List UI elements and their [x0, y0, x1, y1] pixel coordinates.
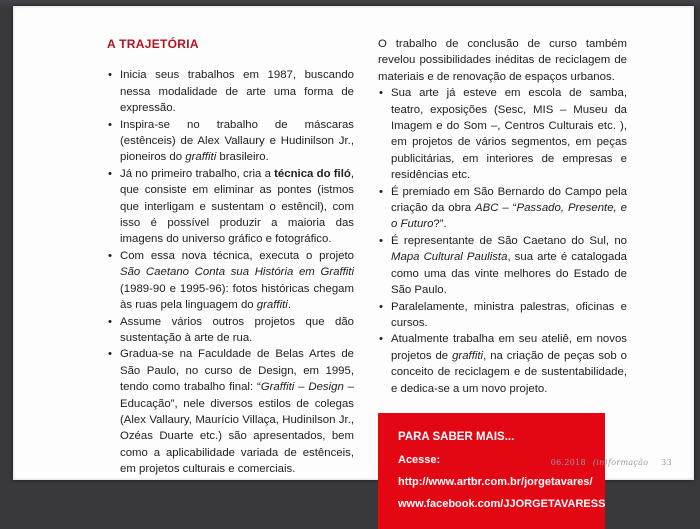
bullet-marker-icon: • [379, 185, 383, 198]
text-segment: graffiti [256, 299, 288, 312]
info-box-access-label: Acesse: [398, 454, 441, 467]
bullet-item [378, 331, 627, 397]
bullet-item [107, 117, 354, 166]
bullet-marker-icon: • [379, 300, 383, 313]
text-segment: – Educação”, nele diversos estilos de colegas (Alex Vallaury, Maurício Villaça, Hudinilson Jr., Ozéas Duarte etc.) são apresentados, bem como a aplicabilidade variada de estênceis, em projetos culturais e comerciais. [120, 381, 354, 476]
bullet-marker-icon: • [379, 87, 383, 100]
text-segment: Mapa Cultural Paulista [391, 251, 508, 264]
text-segment: técnica do filó [274, 167, 351, 180]
text-segment: ABC [475, 202, 499, 215]
page-footer [551, 458, 672, 467]
bullet-item [107, 67, 354, 116]
bullet-list-right [378, 85, 627, 397]
bullet-item [378, 299, 627, 332]
bullet-item [378, 233, 627, 299]
bullet-item [107, 314, 354, 347]
bullet-item [378, 85, 627, 183]
bullet-marker-icon: • [108, 118, 112, 131]
article-title: A TRAJETÓRIA [107, 37, 199, 51]
text-segment: Assume vários outros projetos que dão sustentação à arte de rua. [120, 315, 354, 344]
text-segment: É premiado em São Bernardo do Campo pela criação da obra [391, 185, 627, 215]
artbr-link[interactable]: http://www.artbr.com.br/jorgetavares/ [398, 476, 593, 489]
info-box [378, 413, 605, 529]
bullet-marker-icon: • [108, 69, 112, 82]
text-segment: Inicia seus trabalhos em 1987, buscando nessa modalidade de arte uma forma de expressão. [120, 69, 354, 115]
text-segment: graffiti [185, 151, 217, 164]
text-segment: Já no primeiro trabalho, cria a [120, 167, 275, 180]
bullet-marker-icon: • [379, 333, 383, 346]
text-segment: É representante de São Caetano do Sul, no [391, 234, 627, 247]
footer-page-number: 33 [661, 458, 672, 467]
right-column [378, 36, 627, 529]
text-segment: Atualmente trabalha em seu ateliê, em novos projetos de [391, 333, 627, 362]
text-segment: São Caetano Conta sua História em Graffiti [120, 266, 354, 279]
bullet-marker-icon: • [108, 348, 112, 361]
bullet-marker-icon: • [108, 249, 112, 262]
text-segment: . [287, 299, 291, 312]
bullet-marker-icon: • [108, 315, 112, 328]
bullet-item [107, 346, 354, 477]
intro-paragraph [378, 36, 627, 85]
footer-issue-date: 06.2018 [550, 458, 586, 467]
bullet-item [378, 184, 627, 233]
text-segment: ?”. [433, 218, 447, 231]
left-column [107, 36, 354, 478]
document-page [13, 6, 694, 511]
text-segment: Graffiti – Design [260, 381, 344, 394]
text-segment: brasileiro. [216, 151, 269, 164]
text-segment: , na criação de peças sob o conceito de reciclagem e de sustentabilidade, e dedica-se a um novo projeto. [391, 349, 627, 395]
info-box-heading: PARA SABER MAIS... [398, 430, 515, 443]
text-segment: Passado, Presente, e o Futuro [391, 202, 627, 231]
text-segment: , sua arte é catalogada como uma das vinte melhores do Estado de São Paulo. [391, 251, 627, 297]
text-segment: Com essa nova técnica, executa o projeto [120, 249, 354, 262]
bullet-list-left [107, 67, 354, 477]
text-segment: Gradua-se na Faculdade de Belas Artes de São Paulo, no curso de Design, em 1995, tendo como trabalho final: “ [120, 348, 354, 394]
text-segment: Inspira-se no trabalho de máscaras (estênceis) de Alex Vallaury e Hudinilson Jr., pioneiros do [120, 118, 354, 164]
bullet-item [107, 166, 354, 248]
text-segment: Paralelamente, ministra palestras, oficinas e cursos. [391, 300, 627, 329]
text-segment: , que consiste em eliminar as pontes (istmos que interligam e sustentam o estêncil), com isso é possível produzir a maioria das imagens do universo gráfico e fotográfico. [120, 167, 354, 246]
text-segment: graffiti [452, 349, 484, 362]
text-segment: Sua arte já esteve em escola de samba, teatro, exposições (Sesc, MIS – Museu da Imagem e do Som –, Centros Culturais etc. ), em projetos de vários segmentos, em peças publicitárias, em interiores de empresas e residências etc. [391, 87, 627, 182]
bullet-marker-icon: • [108, 167, 112, 180]
footer-publication-name: (in)formação [592, 458, 649, 467]
bullet-item [107, 248, 354, 314]
facebook-link[interactable]: www.facebook.com/JJORGETAVARESS [398, 498, 606, 511]
text-segment: O trabalho de conclusão de curso também revelou possibilidades inéditas de reciclagem de materiais e de renovação de espaços urbanos. [378, 38, 627, 83]
text-segment: (1989-90 e 1995-96): fotos históricas chegam às ruas pela linguagem do [120, 282, 354, 312]
bullet-marker-icon: • [379, 234, 383, 247]
text-segment: – “ [498, 202, 517, 215]
